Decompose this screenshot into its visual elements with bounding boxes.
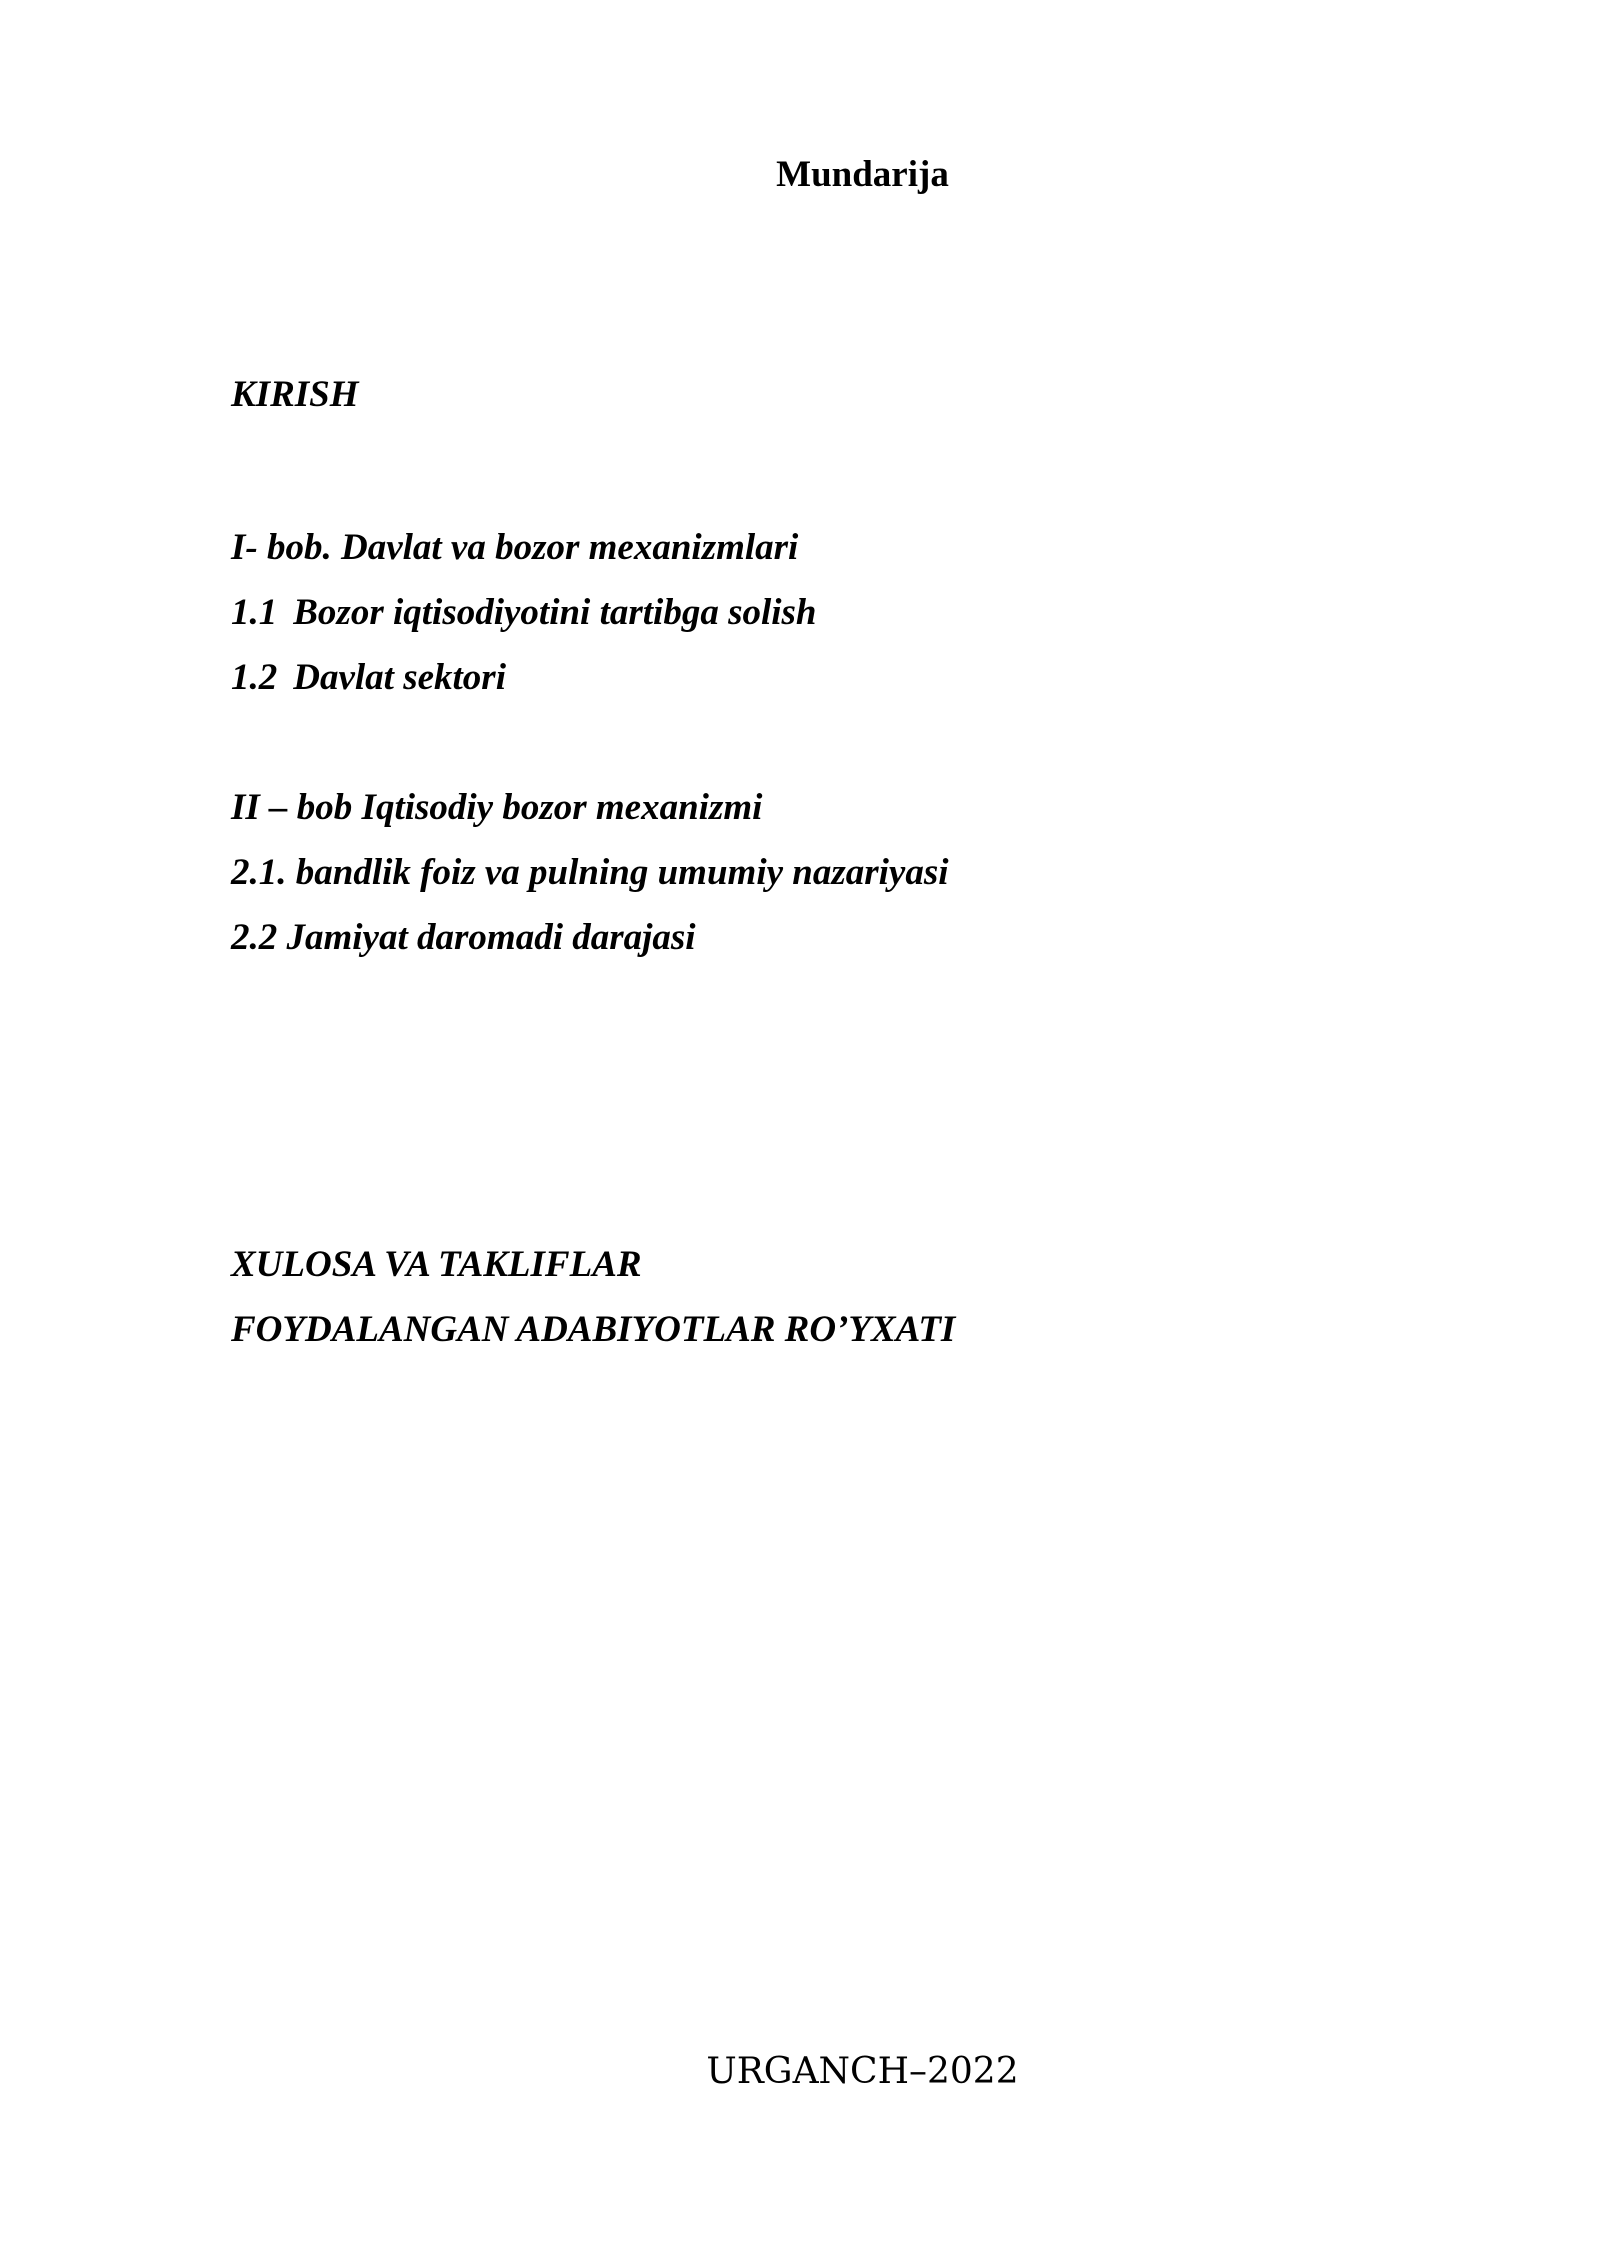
toc-section-2-1[interactable]: 2.1. bandlik foiz va pulning umumiy nazariyasi <box>231 852 949 893</box>
toc-section-1-1[interactable] <box>231 588 817 638</box>
toc-conclusion[interactable]: XULOSA VA TAKLIFLAR <box>231 1244 642 1285</box>
footer-city-year: URGANCH–2022 <box>706 2051 1019 2092</box>
toc-section-1-2[interactable] <box>231 653 506 703</box>
page-title: Mundarija <box>776 154 949 195</box>
section-title: Bozor iqtisodiyotini tartibga solish <box>293 592 817 633</box>
toc-section-2-2[interactable]: 2.2 Jamiyat daromadi darajasi <box>231 917 696 958</box>
toc-chapter-1[interactable]: I- bob. Davlat va bozor mexanizmlari <box>231 527 799 568</box>
section-title: Davlat sektori <box>293 657 506 698</box>
toc-intro[interactable]: KIRISH <box>231 374 359 415</box>
toc-chapter-2[interactable]: II – bob Iqtisodiy bozor mexanizmi <box>231 787 763 828</box>
section-number: 1.1 <box>231 592 278 633</box>
section-number: 1.2 <box>231 657 278 698</box>
toc-references[interactable]: FOYDALANGAN ADABIYOTLAR RO’YXATI <box>231 1309 956 1350</box>
